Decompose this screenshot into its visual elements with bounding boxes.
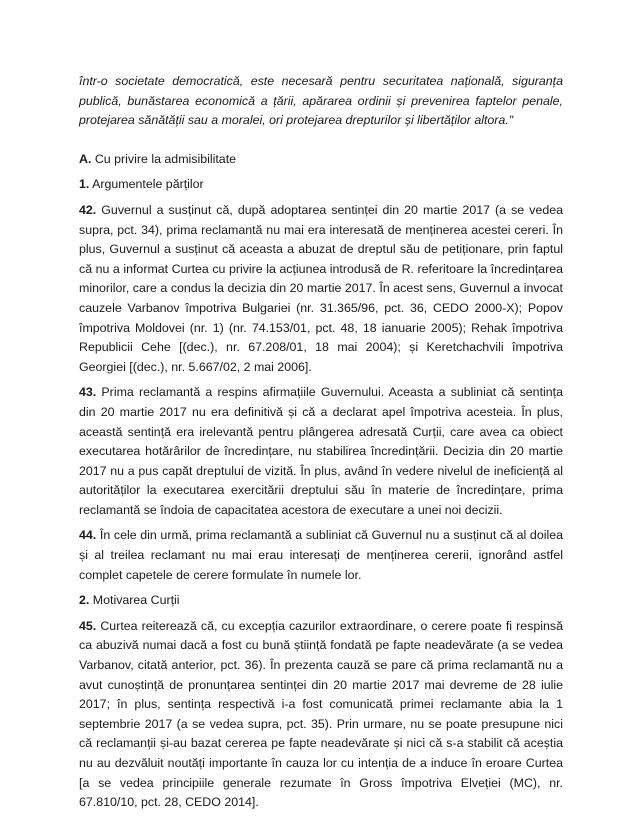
paragraph-number: 44. xyxy=(79,528,97,543)
paragraph-45 xyxy=(79,617,563,813)
paragraph-42 xyxy=(79,201,563,377)
paragraph-number: 45. xyxy=(79,618,97,633)
paragraph-text: Guvernul a susținut că, după adoptarea sentinței din 20 martie 2017 (a se vedea supra, pct. 34), prima reclamantă nu mai era interesată de menținerea acestei cereri. În plus, Guvernul a susținut că aceasta a abuzat de dreptul său de petiționare, prin faptul că nu a informat Curtea cu privire la acțiunea introdusă de R. referitoare la încredințarea minorilor, care a condus la decizia din 20 martie 2017. În acest sens, Guvernul a invocat cauzele Varbanov împotriva Bulgariei (nr. 31.365/96, pct. 36, CEDO 2000-X); Popov împotriva Moldovei (nr. 1) (nr. 74.153/01, pct. 48, 18 ianuarie 2005); Rehak împotriva Republicii Cehe [(dec.), nr. 67.208/01, 18 mai 2004); și Keretchachvili împotriva Georgiei [(dec.), nr. 5.667/02, 2 mai 2006]. xyxy=(79,202,564,374)
section-heading-admissibility xyxy=(79,150,563,170)
document-body xyxy=(79,72,563,813)
section-title: Cu privire la admisibilitate xyxy=(94,151,237,166)
paragraph-43 xyxy=(79,383,563,520)
subsection-number: 1. xyxy=(79,177,90,192)
subsection-heading-arguments xyxy=(79,175,563,195)
subsection-heading-court-reasoning xyxy=(79,591,563,611)
paragraph-number: 43. xyxy=(79,385,97,400)
quote-tail: într-o societate democratică, este necesară pentru securitatea națională, siguranța publică, bunăstarea economică a țării, apărarea ordinii și prevenirea faptelor penale, protejarea sănătății sau a moralei, ori protejarea drepturilor și libertăților altora." xyxy=(79,74,563,128)
subsection-number: 2. xyxy=(79,593,90,608)
paragraph-text: Prima reclamantă a respins afirmațiile Guvernului. Aceasta a subliniat că sentința din 20 martie 2017 nu era definitivă și că a declarat apel împotriva acesteia. În plus, această sentință era irelevantă pentru plângerea adresată Curții, care avea ca obiect executarea hotărârilor de încredințare, nu stabilirea încredințării. Decizia din 20 martie 2017 nu a pus capăt dreptului de vizită. În plus, având în vedere nivelul de ineficiență al autorităților la executarea exercitării dreptului său în materie de încredințare, prima reclamantă se îndoia de capacitatea acestora de executare a unei noi decizii. xyxy=(79,385,563,517)
subsection-title: Argumentele părților xyxy=(92,177,204,192)
subsection-title: Motivarea Curții xyxy=(92,593,180,608)
paragraph-text: Curtea reiterează că, cu excepția cazurilor extraordinare, o cerere poate fi respinsă ca abuzivă numai dacă a fost cu bună știință fondată pe fapte neadevărate (a se vedea Varbanov, citată anterior, pct. 36). În prezenta cauză se pare că prima reclamantă nu a avut cunoștință de pronunțarea sentinței din 20 martie 2017 mai devreme de 28 iulie 2017; în plus, sentința respectivă i-a fost comunicată primei reclamante abia la 1 septembrie 2017 (a se vedea supra, pct. 35). Prin urmare, nu se poate presupune nici că reclamanții și-au bazat cererea pe fapte neadevărate și nici că s-a stabilit că aceștia nu au dezvăluit noutăți importante în cauza lor cu intenția de a induce în eroare Curtea [a se vedea principiile generale rezumate în Gross împotriva Elveției (MC), nr. 67.810/10, pct. 28, CEDO 2014]. xyxy=(79,618,563,810)
section-letter: A. xyxy=(79,151,92,166)
paragraph-text: În cele din urmă, prima reclamantă a subliniat că Guvernul nu a susținut că al doilea și al treilea reclamant nu mai erau interesați de menținerea cererii, ignorând astfel complet capetele de cerere formulate în numele lor. xyxy=(79,528,563,582)
paragraph-number: 42. xyxy=(79,202,97,217)
paragraph-44 xyxy=(79,526,563,585)
